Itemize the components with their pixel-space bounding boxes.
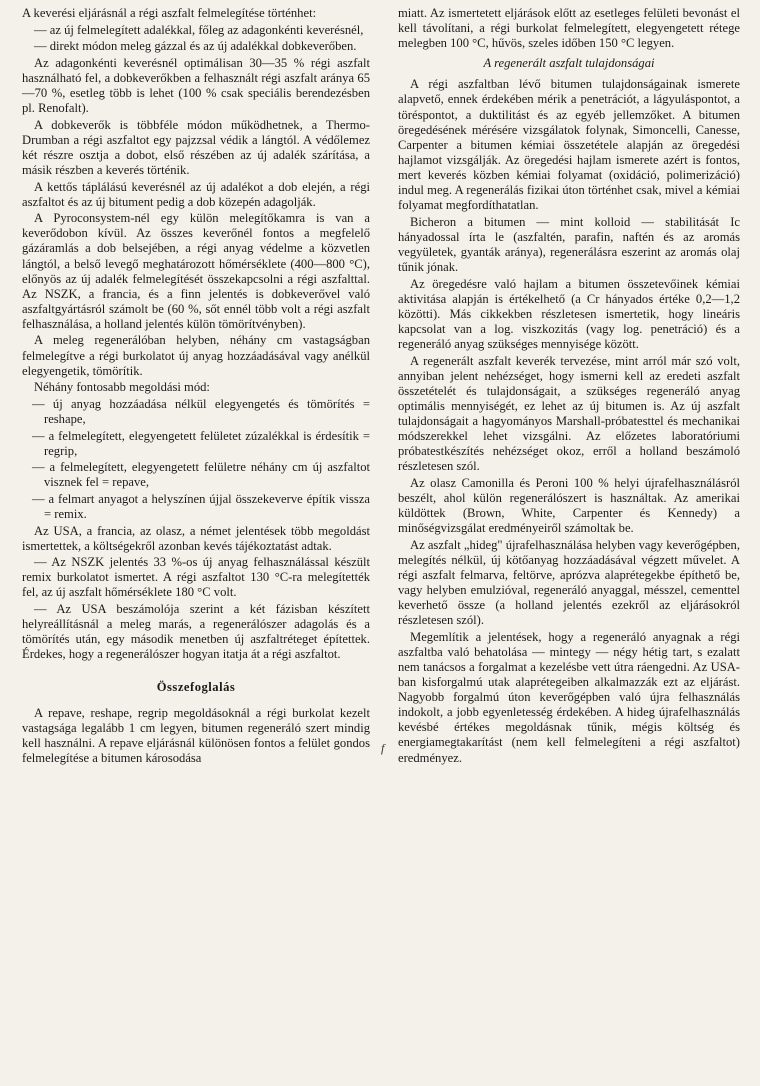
paragraph: Bicheron a bitumen — mint kolloid — stabilitását Ic hányadossal írta le (aszfaltén, parafin, naftén és az aromás vegyületek, gyanták aránya), regenerálásra eszerint az aromás olaj tűnik jónak. — [398, 214, 740, 274]
list-item: — a felmelegített, elegyengetett felületet zúzalékkal is érdesítik = regrip, — [32, 428, 370, 458]
left-column — [22, 6, 370, 767]
list-item: — a felmelegített, elegyengetett felületre néhány cm új aszfaltot visznek fel = repave, — [32, 460, 370, 490]
list-item: — az új felmelegített adalékkal, főleg az adagonkénti keverésnél, — [34, 22, 364, 37]
paragraph: Az aszfalt „hideg" újrafelhasználása helyben vagy keverőgépben, melegítés nélkül, új kötőanyag hozzáadásával végzett művelet. A régi aszfalt felmarva, feltörve, aprózva alaprétegekbe építhető be, vagy helyben emulzióval, regeneráló anyaggal, mésszel, cementtel keverhető össze (a holland jelentés ezekről az eljárásokról részletesen szól). — [398, 537, 740, 628]
paragraph: — Az USA beszámolója szerint a két fázisban készített helyreállításnál a meleg marás, a regenerálószer adagolás és a tömörítés után, egy második menetben új aszfaltréteget építettek. Érdekes, hogy a regenerálószer hogyan itatja át a régi aszfaltot. — [22, 602, 370, 662]
section-heading: A regenerált aszfalt tulajdonságai — [483, 56, 655, 71]
paragraph: A repave, reshape, regrip megoldásoknál a régi burkolat kezelt vastagsága legalább 1 cm legyen, bitumen regeneráló szert mindig kell használni. A repave eljárásnál különösen fontos a felület gondos felmelegítése a bitumen károsodása — [22, 705, 370, 765]
list-item: — új anyag hozzáadása nélkül elegyengetés és tömörítés = reshape, — [32, 396, 370, 426]
margin-mark: f — [381, 741, 385, 755]
paragraph: Néhány fontosabb megoldási mód: — [34, 380, 210, 395]
paragraph: A kettős táplálású keverésnél az új adalékot a dob elején, a régi aszfaltot és az új bitument pedig a dob közepén adagolják. — [22, 179, 370, 209]
paragraph: Megemlítik a jelentések, hogy a regeneráló anyagnak a régi aszfaltba való behatolása — mintegy — négy hétig tart, s ezalatt nem tanácsos a forgalmat a kezelésbe vett útra ráengedni. Az USA-ban kisforgalmú utak alaprétegeiben alkalmazzák ezt az eljárást. Nagyobb forgalmú úton keverőgépben való újra felhasználás indokolt, a jobb egyenletesség érdekében. A hideg újrafelhasználás kevésbé értékes megoldásnak tűnik, mégis költség és energiamegtakarítást (nem kell felmelegíteni a régi aszfaltot) eredményez. — [398, 629, 740, 765]
list-item: — direkt módon meleg gázzal és az új adalékkal dobkeverőben. — [34, 39, 357, 54]
paragraph: Az öregedésre való hajlam a bitumen összetevőinek kémiai aktivitása alapján is értékelhető (a Cr hányados értéke 0,2—1,2 közötti). Más cikkekben részletesen ismertetik, hogy lineáris kapcsolat van a log. viszkozitás (vagy log. penetráció) és a regeneráló anyag szükséges mennyisége között. — [398, 276, 740, 351]
paragraph: Az olasz Camonilla és Peroni 100 % helyi újrafelhasználásról beszélt, ahol külön regenerálószert is használtak. Az amerikai küldöttek (Brown, White, Carpenter és Kennedy) a minőségvizsgálat eredményeiről számoltak be. — [398, 475, 740, 536]
paragraph: A régi aszfaltban lévő bitumen tulajdonságainak ismerete alapvető, ennek érdekében mérik a penetrációt, a lágyuláspontot, a töréspontot, a duktilitást és az egyéb jellemzőket. A bitumen öregedésének mérésére vizsgálatok folynak, Simoncelli, Canesse, Carpenter a bitumen kémiai összetétele alapján az öregedési hajlamot vizsgálják. Az öregedési hajlam ismerete azért is fontos, mert keverés közben kémiai folyamat (oxidáció, polimerizáció) indul meg. A regenerálás fizikai úton történhet csak, mivel a kémiai folyamat megfordíthatatlan. — [398, 77, 740, 213]
right-column — [398, 6, 740, 767]
paragraph: A regenerált aszfalt keverék tervezése, mint arról már szó volt, annyiban jelent nehézséget, hogy ismerni kell az eredeti aszfalt összetételét és tulajdonságait, a szükséges regeneráló anyag optimális mennyiségét, ez lehet az új bitumen is. Az új aszfalt tulajdonságait a hagyományos Marshall-próbatesttel és mechanikai módszerekkel lehet vizsgálni. Az előzetes laboratóriumi próbatestkészítés nehézséget okoz, erről a holland beszámoló részletesen szól. — [398, 353, 740, 474]
paragraph: — Az NSZK jelentés 33 %-os új anyag felhasználással készült remix burkolatot ismertet. A régi aszfaltot 130 °C-ra melegítették fel, az új aszfalt hőmérséklete 180 °C volt. — [22, 555, 370, 600]
paragraph: A Pyroconsystem-nél egy külön melegítőkamra is van a keverődobon kívül. Az összes keverőnél fontos a megfelelő gázáramlás a dob belsejében, a régi anyag védelme a közvetlen lángtól, a belső levegő meghatározott hőmérséklete (400—800 °C), előnyös az új adalék felmelegítését összekapcsolni a régi aszfalttal. Az NSZK, a francia, és a finn jelentés is dobkeverővel való aszfaltgyártásról számolt be (60 %, sőt ennél több volt a régi aszfalt felhasználása, a holland jelentés külön tömörítvényben). — [22, 211, 370, 331]
list-item: — a felmart anyagot a helyszínen újjal összekeverve építik vissza = remix. — [32, 491, 370, 521]
paragraph: miatt. Az ismertetett eljárások előtt az esetleges felületi bevonást el kell távolítani, a régi burkolat felmelegített, elegyengetett rétege melegben 100 °C, hűvös, szeles időben 150 °C legyen. — [398, 6, 740, 51]
paragraph: A keverési eljárásnál a régi aszfalt felmelegítése történhet: — [22, 6, 317, 20]
section-heading: Összefoglalás — [156, 680, 236, 695]
paragraph: A meleg regenerálóban helyben, néhány cm vastagságban felmelegítve a régi burkolatot új anyag hozzáadásával vagy anélkül elegyengetik, tömörítik. — [22, 333, 370, 378]
paragraph: A dobkeverők is többféle módon működhetnek, a Thermo-Drumban a régi aszfaltot egy pajzzsal védik a lángtól. A védőlemez két részre osztja a dobot, első részében az új adalék szárítása, a másik részben a keverés történik. — [22, 117, 370, 177]
paragraph: Az USA, a francia, az olasz, a német jelentések több megoldást ismertettek, a költségekről azonban kevés tájékoztatást adtak. — [22, 523, 370, 553]
paragraph: Az adagonkénti keverésnél optimálisan 30—35 % régi aszfalt használható fel, a dobkeverőkben a felhasznált régi aszfalt aránya 65—70 %, esetleg több is lehet (100 % csak speciális berendezésben pl. Renofalt). — [22, 55, 370, 116]
